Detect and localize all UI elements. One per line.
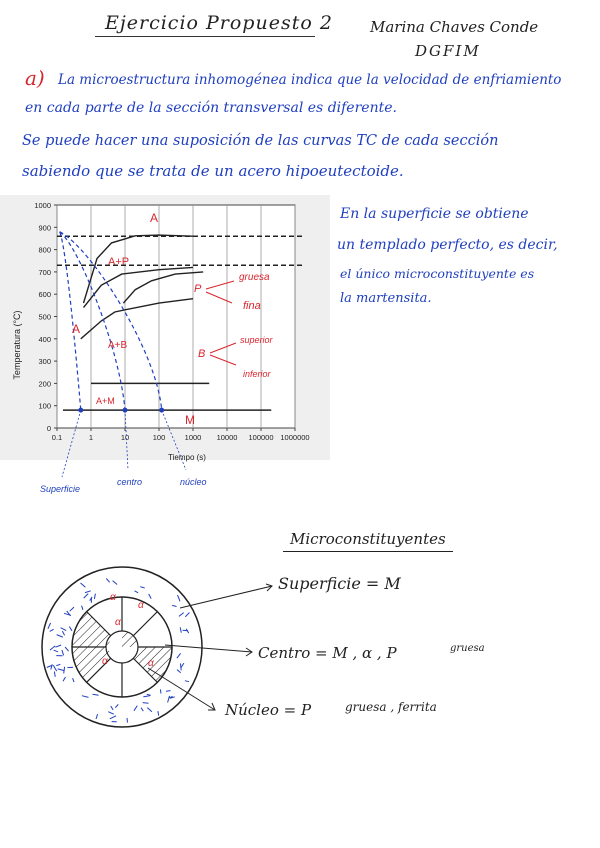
x-tick-label: 10000 — [216, 433, 238, 442]
title-underline — [95, 36, 315, 37]
y-tick-label: 500 — [38, 312, 51, 322]
x-tick-label: 100 — [152, 433, 166, 442]
phase-label-b: B — [198, 348, 206, 360]
phase-label-superior: superior — [240, 335, 273, 345]
y-tick-label: 0 — [46, 424, 51, 433]
arrow-superficie — [180, 586, 272, 608]
note-line-2: un templado perfecto, es decir, — [337, 237, 558, 253]
y-tick-label: 700 — [38, 267, 51, 277]
region-label-m: M — [185, 413, 195, 427]
cooling-label-centro: centro — [117, 477, 143, 487]
y-tick-label: 800 — [38, 245, 51, 255]
note-line-3: el único microconstituyente es — [340, 266, 535, 281]
region-label-a-p: A+P — [108, 256, 130, 268]
intro-line-3: Se puede hacer una suposición de las curvas TC de cada sección — [22, 133, 499, 149]
x-axis-label: Tiempo (s) — [168, 453, 206, 462]
intro-line-1: La microestructura inhomogénea indica que la velocidad de enfriamiento — [58, 72, 562, 88]
cooling-label-superficie: Superficie — [40, 484, 81, 494]
region-label-a-left: A — [72, 322, 81, 336]
y-tick-label: 1000 — [34, 201, 51, 210]
y-tick-label: 300 — [38, 357, 51, 367]
alpha-mark: α — [115, 617, 121, 628]
phase-label-p: P — [194, 283, 202, 295]
phase-label-inferior: inferior — [243, 369, 271, 379]
cooling-label-nucleo: núcleo — [180, 477, 207, 487]
x-tick-label: 10 — [120, 433, 130, 442]
label-nucleo-rest: gruesa , ferrita — [345, 700, 437, 714]
note-line-4: la martensita. — [340, 291, 432, 306]
phase-label-fina: fina — [243, 300, 261, 312]
region-label-a-b: A+B — [108, 340, 128, 351]
label-superficie: Superficie = M — [278, 574, 401, 593]
phase-label-gruesa: gruesa — [239, 272, 270, 283]
x-tick-label: 1000 — [184, 433, 202, 442]
y-axis-label: Temperatura (°C) — [12, 310, 22, 380]
alpha-mark: α — [148, 658, 154, 669]
label-centro-sub: gruesa — [450, 643, 485, 654]
y-tick-label: 600 — [38, 290, 51, 300]
x-tick-label: 1 — [88, 433, 94, 442]
author-name: Marina Chaves Conde — [370, 18, 539, 36]
y-tick-label: 200 — [38, 379, 51, 389]
note-line-1: En la superficie se obtiene — [340, 206, 529, 222]
arrow-nucleo — [148, 668, 215, 710]
label-centro: Centro = M , α , P — [258, 644, 397, 662]
intro-line-2: en cada parte de la sección transversal es diferente. — [25, 100, 397, 116]
region-label-a-m: A+M — [96, 396, 115, 406]
part-label: a) — [25, 66, 45, 90]
y-tick-label: 400 — [38, 334, 51, 344]
alpha-mark: α — [110, 592, 116, 603]
y-tick-label: 900 — [38, 223, 51, 233]
x-tick-label: 100000 — [248, 433, 274, 442]
y-tick-label: 100 — [38, 401, 51, 411]
x-tick-label: 1000000 — [280, 433, 310, 442]
region-label-a-top: A — [150, 211, 159, 225]
x-tick-label: 0.1 — [51, 433, 63, 442]
plot-area — [57, 205, 295, 428]
alpha-mark: α — [102, 656, 108, 667]
diagram-title: Microconstituyentes — [290, 530, 446, 548]
label-nucleo: Núcleo = P — [225, 701, 312, 719]
cct-chart — [0, 195, 330, 500]
arrow-centro — [165, 645, 252, 652]
alpha-mark: α — [138, 600, 144, 611]
page-title: Ejercicio Propuesto 2 — [105, 12, 333, 34]
department: DGFIM — [415, 42, 481, 60]
intro-line-4: sabiendo que se trata de un acero hipoeutectoide. — [22, 162, 404, 180]
